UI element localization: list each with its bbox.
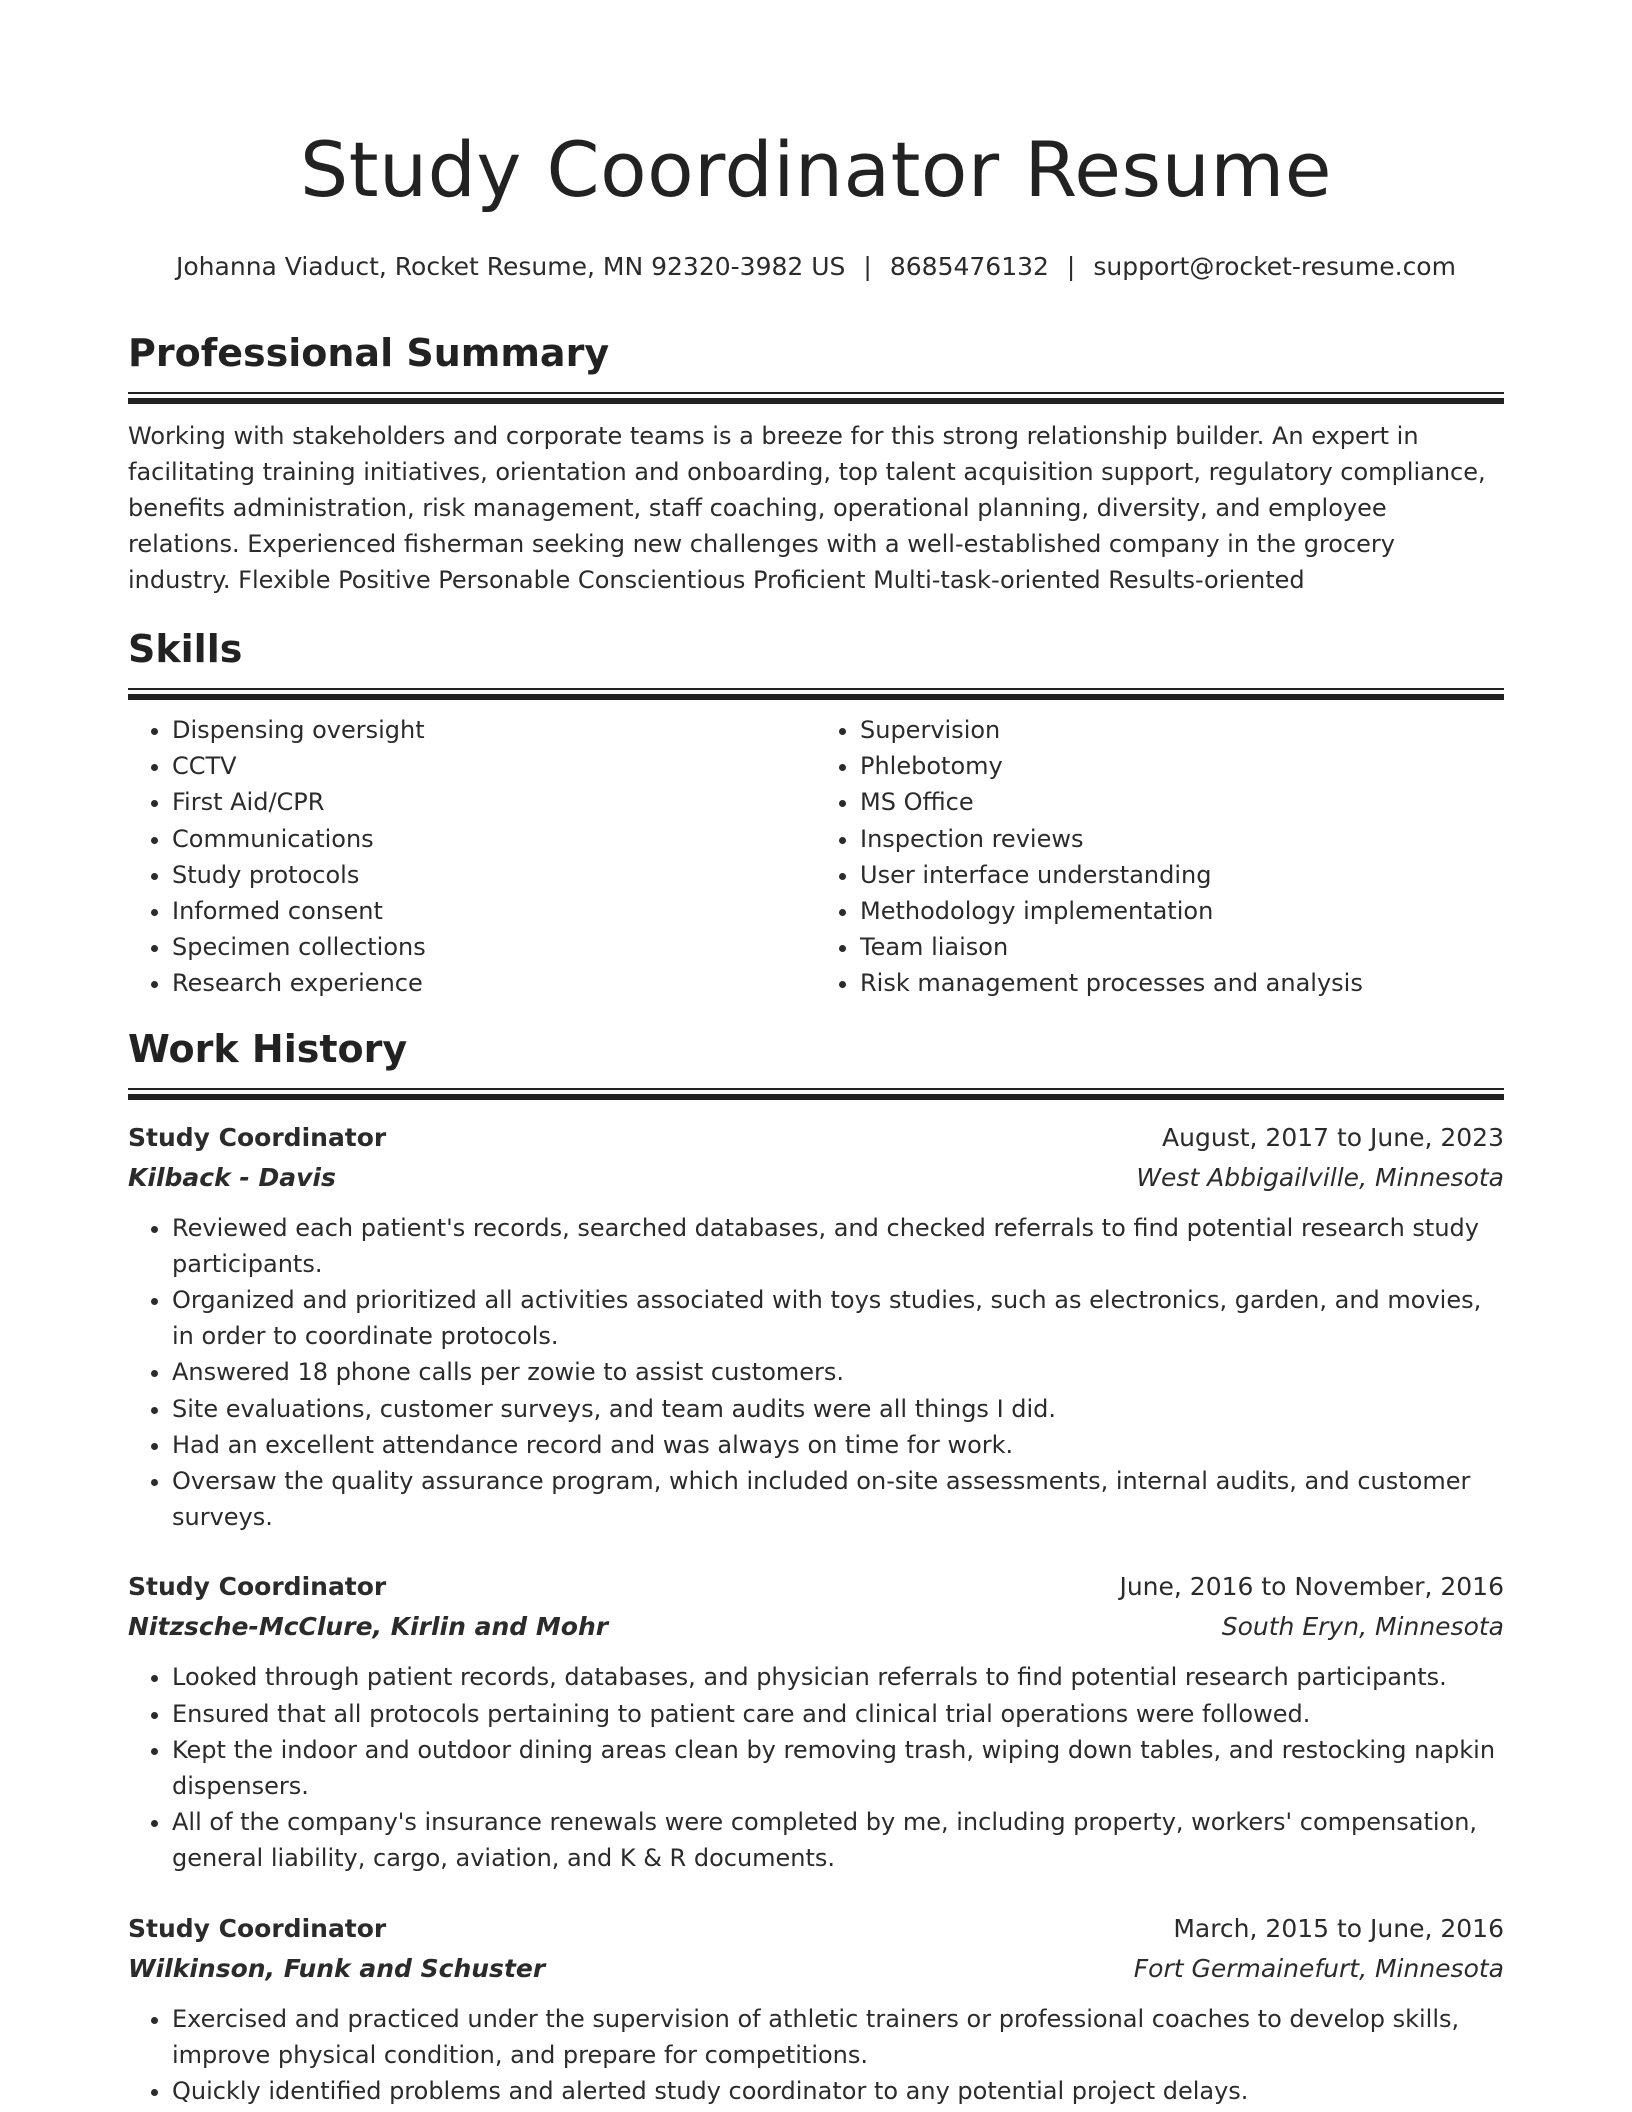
section-heading-work: Work History xyxy=(128,1026,408,1071)
job-dates: March, 2015 to June, 2016 xyxy=(1173,1913,1504,1943)
job-bullet: • Had an excellent attendance record and was always on time for work. xyxy=(172,1427,1504,1463)
skill-item: • CCTV xyxy=(172,748,816,784)
job-employer-row xyxy=(128,1949,1504,1989)
skill-item: • Study protocols xyxy=(172,857,816,893)
job-dates: August, 2017 to June, 2023 xyxy=(1162,1122,1504,1152)
contact-address: Johanna Viaduct, Rocket Resume, MN 92320-3982 US xyxy=(176,252,846,281)
skills-section xyxy=(128,624,1504,1002)
skill-item: • MS Office xyxy=(860,784,1504,820)
job-header-row xyxy=(128,1909,1504,1949)
skill-item: • Dispensing oversight xyxy=(172,712,816,748)
skill-item: • Research experience xyxy=(172,965,816,1001)
skill-item: • Informed consent xyxy=(172,893,816,929)
job-bullet: • Organized and prioritized all activities associated with toys studies, such as electronics, garden, and movies, in order to coordinate protocols. xyxy=(172,1282,1504,1354)
contact-phone: 8685476132 xyxy=(889,252,1049,281)
job-bullet: • All of the company's insurance renewals were completed by me, including property, workers' compensation, general liability, cargo, aviation, and K & R documents. xyxy=(172,1804,1504,1876)
skill-item: • First Aid/CPR xyxy=(172,784,816,820)
job-title: Study Coordinator xyxy=(128,1122,387,1152)
section-divider xyxy=(128,392,1504,404)
section-heading-summary: Professional Summary xyxy=(128,331,610,375)
job-bullet-list xyxy=(128,2001,1504,2110)
skill-item: • User interface understanding xyxy=(860,857,1504,893)
job-bullet: • Exercised and practiced under the supervision of athletic trainers or professional coaches to develop skills, improve physical condition, and prepare for competitions. xyxy=(172,2001,1504,2073)
contact-separator: | xyxy=(1066,252,1076,281)
job-employer-row xyxy=(128,1158,1504,1198)
job-title: Study Coordinator xyxy=(128,1572,387,1602)
skills-column-left xyxy=(128,712,816,1002)
professional-summary-section xyxy=(128,328,1504,598)
skills-column-right xyxy=(816,712,1504,1002)
job-bullet: • Kept the indoor and outdoor dining areas clean by removing trash, wiping down tables, and restocking napkin dispensers. xyxy=(172,1732,1504,1804)
section-divider xyxy=(128,1088,1504,1100)
job-entry xyxy=(128,1909,1504,2110)
document-title: Study Coordinator Resume xyxy=(299,125,1333,214)
job-bullet: • Reviewed each patient's records, searched databases, and checked referrals to find potential research study participants. xyxy=(172,1210,1504,1282)
skill-item: • Team liaison xyxy=(860,929,1504,965)
job-entry xyxy=(128,1567,1504,1876)
job-bullet: • Oversaw the quality assurance program, which included on-site assessments, internal audits, and customer surveys. xyxy=(172,1463,1504,1535)
job-dates: June, 2016 to November, 2016 xyxy=(1119,1572,1504,1602)
job-bullet-list xyxy=(128,1210,1504,1536)
job-title: Study Coordinator xyxy=(128,1913,387,1943)
skill-item: • Communications xyxy=(172,821,816,857)
job-bullet-list xyxy=(128,1659,1504,1876)
job-bullet: • Site evaluations, customer surveys, and team audits were all things I did. xyxy=(172,1391,1504,1427)
skills-grid xyxy=(128,712,1504,1002)
section-divider xyxy=(128,688,1504,700)
job-location: Fort Germainefurt, Minnesota xyxy=(1133,1953,1504,1983)
section-heading-skills: Skills xyxy=(128,627,243,671)
contact-separator: | xyxy=(863,252,872,281)
skill-item: • Risk management processes and analysis xyxy=(860,965,1504,1001)
skill-item: • Specimen collections xyxy=(172,929,816,965)
contact-line xyxy=(128,250,1504,284)
job-location: South Eryn, Minnesota xyxy=(1221,1612,1504,1642)
job-company: Wilkinson, Funk and Schuster xyxy=(128,1953,546,1983)
skill-item: • Methodology implementation xyxy=(860,893,1504,929)
job-bullet: • Looked through patient records, databases, and physician referrals to find potential research participants. xyxy=(172,1659,1504,1695)
work-history-section xyxy=(128,1024,1504,2110)
job-bullet: • Quickly identified problems and alerted study coordinator to any potential project delays. xyxy=(172,2073,1504,2109)
job-company: Nitzsche-McClure, Kirlin and Mohr xyxy=(128,1612,609,1642)
skill-item: • Inspection reviews xyxy=(860,821,1504,857)
job-entry xyxy=(128,1118,1504,1536)
job-header-row xyxy=(128,1118,1504,1158)
skill-item: • Phlebotomy xyxy=(860,748,1504,784)
job-header-row xyxy=(128,1567,1504,1607)
job-employer-row xyxy=(128,1607,1504,1647)
job-bullet: • Answered 18 phone calls per zowie to assist customers. xyxy=(172,1354,1504,1390)
skill-item: • Supervision xyxy=(860,712,1504,748)
job-location: West Abbigailville, Minnesota xyxy=(1136,1162,1504,1192)
job-company: Kilback - Davis xyxy=(128,1162,336,1192)
job-bullet: • Ensured that all protocols pertaining to patient care and clinical trial operations were followed. xyxy=(172,1696,1504,1732)
contact-email: support@rocket-resume.com xyxy=(1093,252,1456,281)
summary-text: Working with stakeholders and corporate teams is a breeze for this strong relationship builder. An expert in facilitating training initiatives, orientation and onboarding, top talent acquisition support, regulatory compliance, benefits administration, risk management, staff coaching, operational planning, diversity, and employee relations. Experienced fisherman seeking new challenges with a well-established company in the grocery industry. Flexible Positive Personable Conscientious Proficient Multi-task-oriented Results-oriented xyxy=(128,422,1486,594)
